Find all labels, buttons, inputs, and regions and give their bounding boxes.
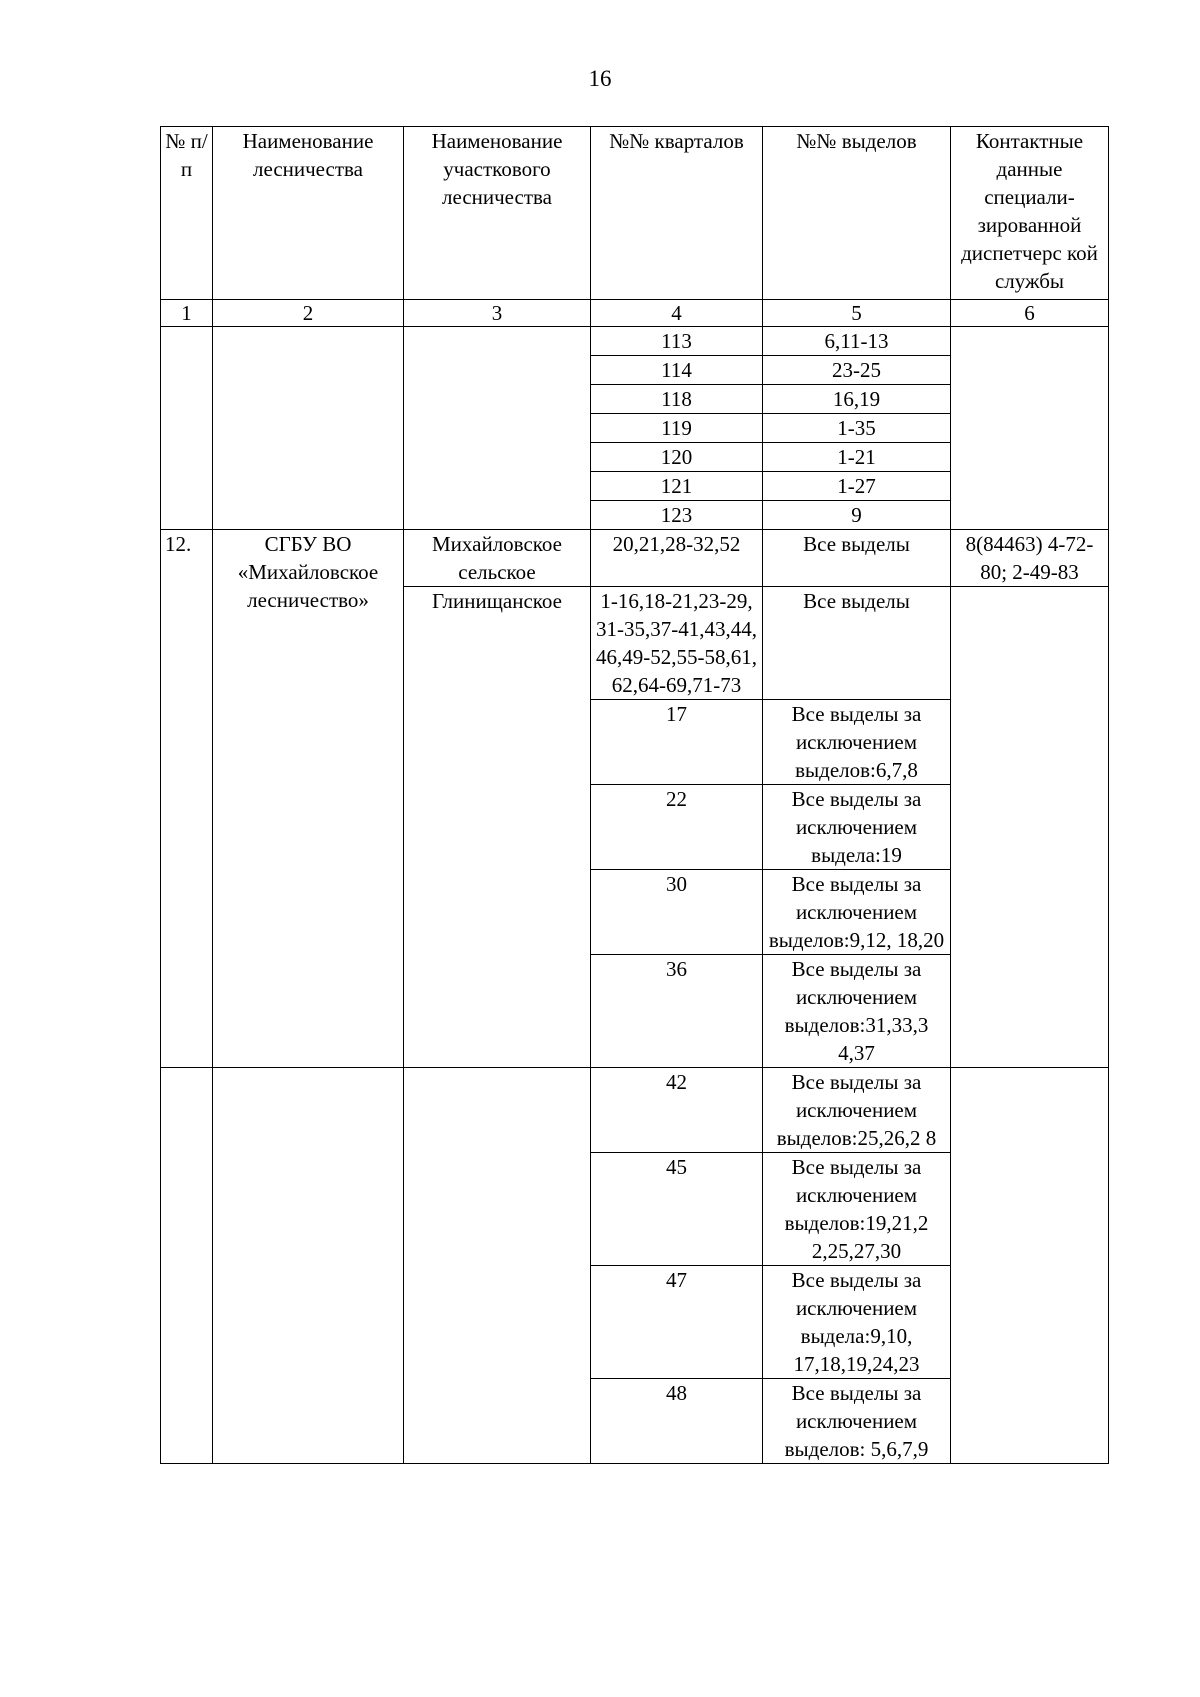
forestry-table: [160, 126, 1109, 1464]
district-name: Михайловское сельское: [404, 530, 591, 587]
table-row: [161, 327, 1109, 356]
plots-cell: 9: [763, 501, 951, 530]
table-row: [161, 530, 1109, 587]
header-number: № п/п: [161, 127, 213, 300]
column-number: 1: [161, 300, 213, 327]
empty-cell: [951, 327, 1109, 530]
header-plots: №№ выделов: [763, 127, 951, 300]
quarter-cell: 45: [591, 1153, 763, 1266]
empty-cell: [213, 327, 404, 530]
plots-cell: 1-27: [763, 472, 951, 501]
column-number: 4: [591, 300, 763, 327]
forestry-name: СГБУ ВО «Михайловское лесничество»: [213, 530, 404, 1068]
empty-cell: [213, 1068, 404, 1464]
empty-cell: [161, 1068, 213, 1464]
column-number-row: [161, 300, 1109, 327]
quarter-cell: 113: [591, 327, 763, 356]
plots-cell: 6,11-13: [763, 327, 951, 356]
plots-cell: Все выделы за исключением выделов:6,7,8: [763, 700, 951, 785]
column-number: 6: [951, 300, 1109, 327]
quarter-cell: 42: [591, 1068, 763, 1153]
empty-cell: [951, 1068, 1109, 1464]
quarter-cell: 114: [591, 356, 763, 385]
quarter-cell: 30: [591, 870, 763, 955]
quarter-cell: 1-16,18-21,23-29, 31-35,37-41,43,44, 46,49-52,55-58,61, 62,64-69,71-73: [591, 587, 763, 700]
contact-cell: 8(84463) 4-72-80; 2-49-83: [951, 530, 1109, 587]
plots-cell: 1-21: [763, 443, 951, 472]
plots-cell: Все выделы за исключением выделов: 5,6,7,9: [763, 1379, 951, 1464]
entry-number: 12.: [161, 530, 213, 1068]
header-quarters: №№ кварталов: [591, 127, 763, 300]
empty-cell: [404, 1068, 591, 1464]
quarter-cell: 20,21,28-32,52: [591, 530, 763, 587]
quarter-cell: 121: [591, 472, 763, 501]
district-name: Глинищанское: [404, 587, 591, 1068]
empty-cell: [161, 327, 213, 530]
header-district-forestry: Наименование участкового лесничества: [404, 127, 591, 300]
plots-cell: Все выделы за исключением выделов:19,21,2 2,25,27,30: [763, 1153, 951, 1266]
plots-cell: 23-25: [763, 356, 951, 385]
quarter-cell: 47: [591, 1266, 763, 1379]
plots-cell: Все выделы за исключением выдела:19: [763, 785, 951, 870]
quarter-cell: 120: [591, 443, 763, 472]
plots-cell: Все выделы: [763, 530, 951, 587]
column-number: 2: [213, 300, 404, 327]
quarter-cell: 48: [591, 1379, 763, 1464]
empty-cell: [951, 587, 1109, 1068]
plots-cell: Все выделы за исключением выдела:9,10, 17,18,19,24,23: [763, 1266, 951, 1379]
plots-cell: Все выделы за исключением выделов:31,33,3 4,37: [763, 955, 951, 1068]
quarter-cell: 119: [591, 414, 763, 443]
header-contacts: Контактные данные специали-зированной диспетчерс кой службы: [951, 127, 1109, 300]
empty-cell: [404, 327, 591, 530]
plots-cell: Все выделы: [763, 587, 951, 700]
quarter-cell: 17: [591, 700, 763, 785]
quarter-cell: 22: [591, 785, 763, 870]
quarter-cell: 36: [591, 955, 763, 1068]
quarter-cell: 118: [591, 385, 763, 414]
column-number: 3: [404, 300, 591, 327]
plots-cell: 1-35: [763, 414, 951, 443]
table-header-row: [161, 127, 1109, 300]
column-number: 5: [763, 300, 951, 327]
header-forestry: Наименование лесничества: [213, 127, 404, 300]
table-row: [161, 1068, 1109, 1153]
plots-cell: Все выделы за исключением выделов:9,12, 18,20: [763, 870, 951, 955]
plots-cell: 16,19: [763, 385, 951, 414]
page-number: 16: [588, 66, 612, 91]
plots-cell: Все выделы за исключением выделов:25,26,2 8: [763, 1068, 951, 1153]
quarter-cell: 123: [591, 501, 763, 530]
